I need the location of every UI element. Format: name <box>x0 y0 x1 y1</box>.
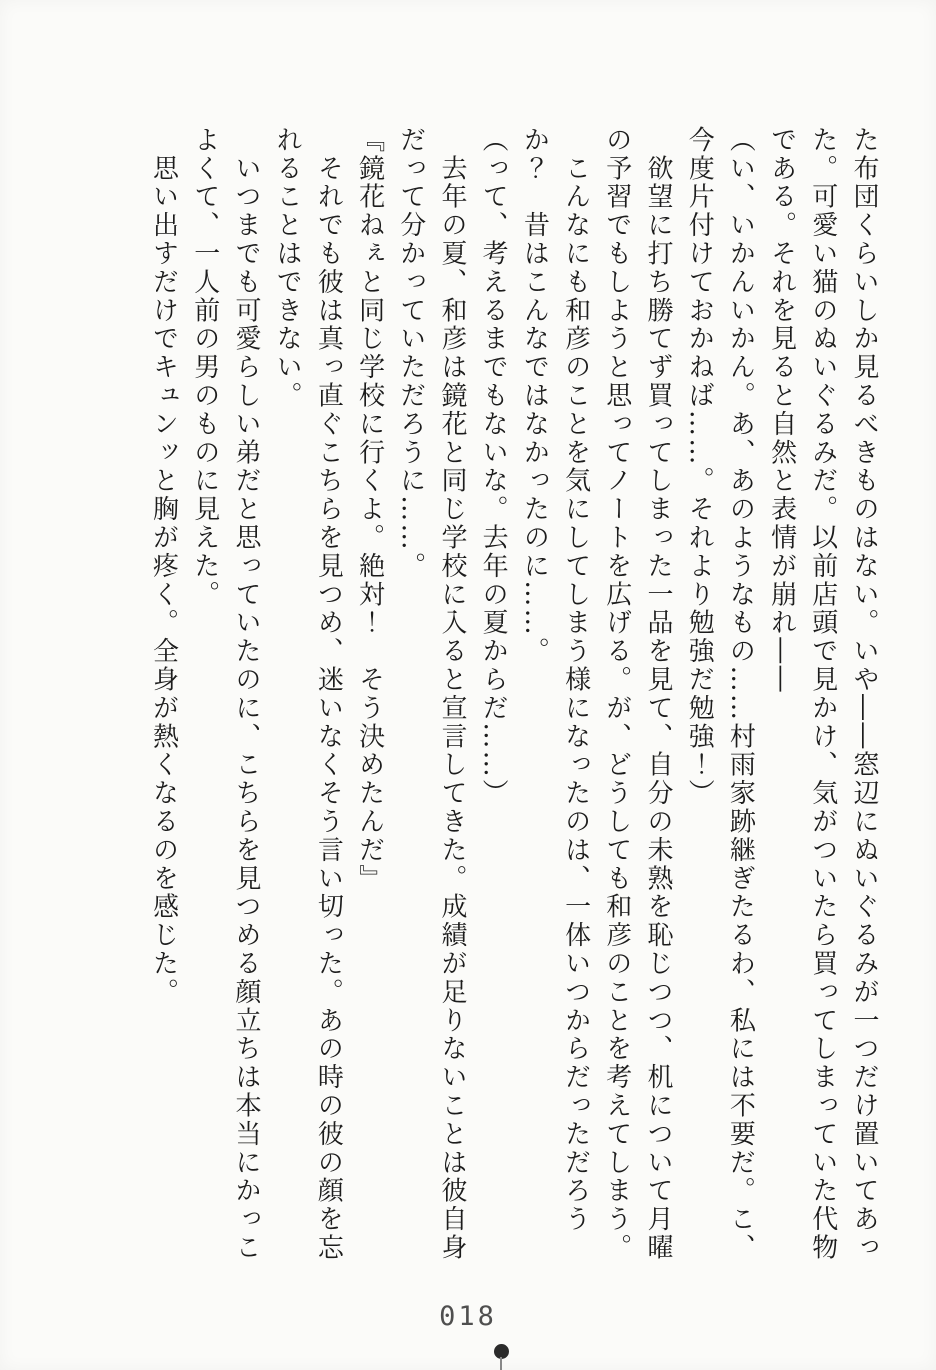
text-line: 『鏡花ねぇと同じ学校に行くよ。絶対！ そう決めたんだ』 <box>354 126 385 893</box>
text-line: （って、考えるまでもないな。去年の夏からだ……） <box>478 126 509 808</box>
text-line: れることはできない。 <box>272 126 303 410</box>
text-line: （い、いかんいかん。あ、あのようなもの……村雨家跡継ぎたるわ、私には不要だ。こ、 <box>725 126 756 1262</box>
text-line: こんなにも和彦のことを気にしてしまう様になったのは、一体いつからだっただろう <box>560 126 591 1234</box>
text-line: いつまでも可愛らしい弟だと思っていたのに、こちらを見つめる顔立ちは本当にかっこ <box>230 126 261 1262</box>
text-line: 今度片付けておかねば……。それより勉強だ勉強！） <box>684 126 715 808</box>
text-line: 欲望に打ち勝てず買ってしまった一品を見て、自分の未熟を恥じつつ、机について月曜 <box>642 126 673 1262</box>
text-line: た。可愛い猫のぬいぐるみだ。以前店頭で見かけ、気がついたら買ってしまっていた代物 <box>807 126 838 1262</box>
page-number: 018 <box>439 1301 497 1332</box>
text-line: 思い出すだけでキュンッと胸が疼く。全身が熱くなるのを感じた。 <box>148 126 179 1007</box>
text-line: た布団くらいしか見るべきものはない。いや――窓辺にぬいぐるみが一つだけ置いてあっ <box>849 126 879 1262</box>
page-marker-tail-line <box>500 1357 502 1370</box>
text-line: か？ 昔はこんなではなかったのに……。 <box>519 126 550 666</box>
text-line: である。それを見ると自然と表情が崩れ―― <box>766 126 797 694</box>
text-line: よくて、一人前の男のものに見えた。 <box>189 126 220 609</box>
text-line: 去年の夏、和彦は鏡花と同じ学校に入ると宣言してきた。成績が足りないことは彼自身 <box>436 126 467 1262</box>
vertical-text-block <box>142 126 884 1282</box>
text-line: だって分かっていただろうに……。 <box>395 126 426 581</box>
text-line: の予習でもしようと思ってノートを広げる。が、どうしても和彦のことを考えてしまう。 <box>601 126 632 1262</box>
text-line: それでも彼は真っ直ぐこちらを見つめ、迷いなくそう言い切った。あの時の彼の顔を忘 <box>313 126 344 1263</box>
